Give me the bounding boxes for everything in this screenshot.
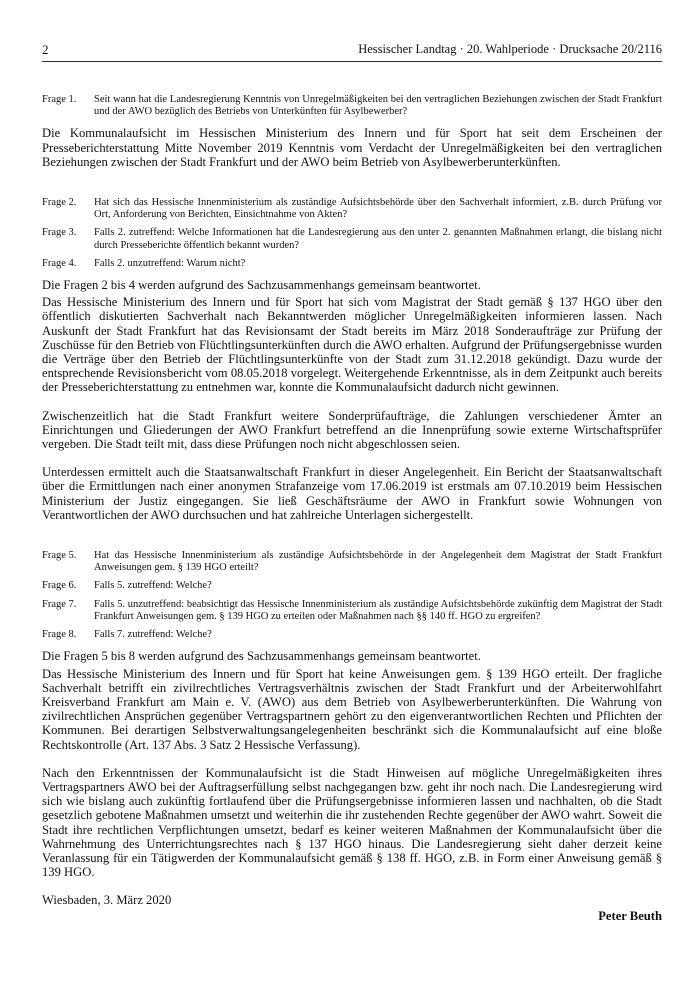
page-number: 2	[42, 42, 49, 57]
question-label: Frage 8.	[42, 629, 77, 641]
answer-paragraph: Das Hessische Ministerium des Innern und für Sport hat sich vom Magistrat der Stadt gemäß § 137 HGO über den öffentlich diskutierten Sachverhalt nach Bekanntwerden möglicher Unregelmäßigkeiten informieren lassen. Nach Auskunft der Stadt Frankfurt hat das Revisionsamt der Stadt bereits im März 2018 Sonderaufträge zur Prüfung der Zuschüsse für den Betrieb von Flüchtlingsunterkünften durch die AWO erhalten. Aufgrund der Prüfungsergebnisse wurden die Verträge über den Betrieb der Flüchtlingsunterkünfte von der Stadt zum 31.12.2018 gekündigt. Dazu wurde der entsprechende Revisionsbericht vom 08.05.2018 vorgelegt. Weitergehende Erkenntnisse, als in dem Zeitpunkt auch bereits der Presseberichterstattung zu entnehmen war, konnte die Kommunalaufsicht dadurch nicht gewinnen.	[42, 295, 662, 395]
answer-paragraph: Die Kommunalaufsicht im Hessischen Ministerium des Innern und für Sport hat seit dem Erscheinen der Presseberichterstattung Mitte November 2019 Kenntnis vom Verdacht der Unregelmäßigkeiten bei den vertraglichen Beziehungen zwischen der Stadt Frankfurt und der AWO beim Betrieb von Asylbewerberunterkünften.	[42, 126, 662, 169]
question-label: Frage 1.	[42, 94, 77, 105]
signature: Peter Beuth	[598, 909, 662, 924]
running-title: Hessischer Landtag · 20. Wahlperiode · Drucksache 20/2116	[358, 42, 662, 56]
question-label: Frage 4.	[42, 257, 77, 269]
place-date: Wiesbaden, 3. März 2020	[42, 893, 172, 908]
question-text: Falls 5. zutreffend: Welche?	[94, 580, 212, 592]
page-footer	[42, 893, 662, 933]
question-text: Falls 2. zutreffend: Welche Informationen hat die Landesregierung aus den unter 2. genannten Maßnahmen erlangt, die bislang nicht durch Presseberichte öffentlich bekannt wurden?	[94, 227, 662, 251]
question-5	[42, 550, 662, 574]
question-text: Hat das Hessische Innenministerium als zuständige Aufsichtsbehörde in der Angelegenheit dem Magistrat der Stadt Frankfurt Anweisungen gem. § 139 HGO erteilt?	[94, 550, 662, 574]
question-text: Seit wann hat die Landesregierung Kenntnis von Unregelmäßigkeiten bei den vertraglichen Beziehungen zwischen der Stadt Frankfurt und der AWO bezüglich des Betriebs von Unterkünften für Asylbewerber?	[94, 94, 662, 118]
question-text: Falls 7. zutreffend: Welche?	[94, 629, 212, 641]
header-rule	[42, 61, 662, 62]
answer-intro: Die Fragen 2 bis 4 werden aufgrund des Sachzusammenhangs gemeinsam beantwortet.	[42, 278, 481, 293]
question-1	[42, 94, 662, 118]
question-label: Frage 5.	[42, 550, 77, 562]
answer-paragraph: Zwischenzeitlich hat die Stadt Frankfurt weitere Sonderprüfaufträge, die Zahlungen verschiedener Ämter an Einrichtungen und Gliederungen der AWO Frankfurt betreffend an die Innenprüfung sowie externe Wirtschaftsprüfer vergeben. Die Stadt teilt mit, dass diese Prüfungen noch nicht abgeschlossen seien.	[42, 408, 662, 452]
question-label: Frage 7.	[42, 598, 77, 610]
page-header	[42, 0, 662, 58]
question-label: Frage 6.	[42, 580, 77, 592]
answer-intro: Die Fragen 5 bis 8 werden aufgrund des Sachzusammenhangs gemeinsam beantwortet.	[42, 649, 481, 664]
question-7	[42, 599, 662, 623]
answer-paragraph: Unterdessen ermittelt auch die Staatsanwaltschaft Frankfurt in dieser Angelegenheit. Ein Bericht der Staatsanwaltschaft über die Ermittlungen nach einer anonymen Strafanzeige vom 17.06.2019 ist erstmals am 07.10.2019 beim Hessischen Ministerium der Justiz eingegangen. Sie ließ Geschäftsräume der AWO in Frankfurt sowie Wohnungen von Verantwortlichen der AWO durchsuchen und hat zahlreiche Unterlagen sichergestellt.	[42, 465, 662, 522]
question-text: Falls 2. unzutreffend: Warum nicht?	[94, 257, 246, 269]
question-text: Falls 5. unzutreffend: beabsichtigt das Hessische Innenministerium als zuständige Aufsichtsbehörde zukünftig dem Magistrat der Stadt Frankfurt Anweisungen gem. § 139 HGO zu erteilen oder Maßnahmen nach §§ 140 ff. HGO zu ergreifen?	[94, 598, 662, 622]
question-label: Frage 2.	[42, 197, 77, 209]
question-8	[42, 629, 662, 641]
question-2	[42, 197, 662, 221]
answer-paragraph: Nach den Erkenntnissen der Kommunalaufsicht ist die Stadt Hinweisen auf mögliche Unregelmäßigkeiten ihres Vertragspartners AWO bei der Auftragserfüllung selbst nachgegangen bzw. geht ihr noch nach. Die Landesregierung wird sich wie bislang auch zukünftig fortlaufend über die Prüfungsergebnisse informieren lassen und nachhalten, ob die Stadt gesetzlich gebotene Maßnahmen umsetzt und weiterhin die ihr zustehenden Rechte gegenüber der AWO wahrt. Soweit die Stadt ihre rechtlichen Verpflichtungen umsetzt, bedarf es keiner weiteren Maßnahmen der Kommunalaufsicht über die Wahrnehmung des Unterrichtungsrechtes nach § 137 HGO hinaus. Die Landesregierung sieht daher derzeit keine Veranlassung für ein Tätigwerden der Kommunalaufsicht gemäß § 138 ff. HGO, z.B. in Form einer Anweisung gemäß § 139 HGO.	[42, 765, 662, 880]
question-6	[42, 580, 662, 592]
document-page	[42, 0, 662, 933]
answer-paragraph: Das Hessische Ministerium des Innern und für Sport hat keine Anweisungen gem. § 139 HGO erteilt. Der fragliche Sachverhalt betrifft ein zivilrechtliches Vertragsverhältnis zwischen der Stadt Frankfurt und der Arbeiterwohlfahrt Kreisverband Frankfurt am Main e. V. (AWO) aus dem Betrieb von Asylbewerberunterkünften. Die Wahrung von zivilrechtlichen Ansprüchen gegenüber Vertragspartnern gehört zu den eigenverantwortlichen Rechten und Pflichten der Kommunen. Bei derartigen Selbstverwaltungsangelegenheiten beschränkt sich die Kommunalaufsicht auf eine bloße Rechtskontrolle (Art. 137 Abs. 3 Satz 2 Hessische Verfassung).	[42, 666, 662, 752]
question-text: Hat sich das Hessische Innenministerium als zuständige Aufsichtsbehörde über den Sachverhalt informiert, z.B. durch Prüfung vor Ort, Anforderung von Berichten, Einsichtnahme von Akten?	[94, 197, 662, 221]
question-4	[42, 258, 662, 270]
question-3	[42, 227, 662, 251]
question-label: Frage 3.	[42, 227, 77, 239]
